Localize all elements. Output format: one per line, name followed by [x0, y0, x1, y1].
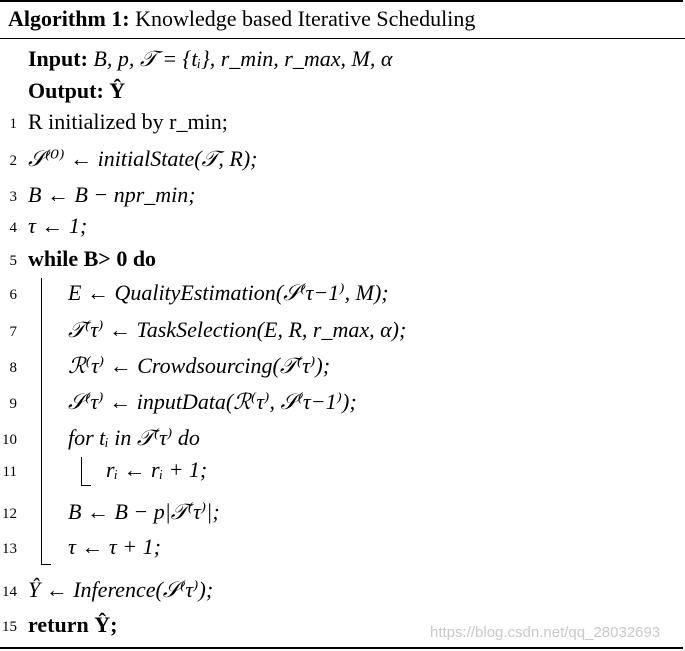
line-number: 6 [9, 287, 17, 303]
line-number: 13 [2, 541, 17, 557]
code-line-10: for tᵢ in 𝒯⁽τ⁾ do [68, 425, 200, 450]
title-rule [0, 38, 685, 39]
input-line [28, 46, 392, 72]
output-line [28, 78, 125, 104]
code-line-3: B ← B − npr_min; [28, 182, 196, 207]
code-line-4: τ ← 1; [28, 213, 88, 238]
code-line-7: 𝒯⁽τ⁾ ← TaskSelection(E, R, r_max, α); [68, 317, 407, 342]
line-number: 1 [9, 116, 17, 132]
algorithm-title [8, 6, 475, 32]
code-line-5: while B> 0 do [28, 246, 157, 271]
output-label: Output: [28, 78, 104, 103]
line-number: 10 [2, 432, 17, 448]
code-line-12: B ← B − p|𝒯⁽τ⁾|; [68, 499, 220, 524]
algorithm-name: Knowledge based Iterative Scheduling [135, 6, 476, 31]
input-label: Input: [28, 46, 88, 71]
line-number: 12 [2, 506, 17, 522]
line-number: 2 [9, 153, 17, 169]
code-line-8: ℛ⁽τ⁾ ← Crowdsourcing(𝒯⁽τ⁾); [68, 353, 331, 378]
algorithm-label: Algorithm 1: [8, 6, 130, 31]
code-line-1: R initialized by r_min; [28, 109, 228, 134]
line-number: 14 [2, 584, 17, 600]
input-params: B, p, 𝒯 = {tᵢ}, r_min, r_max, M, α [93, 46, 393, 71]
watermark: https://blog.csdn.net/qq_28032693 [430, 624, 661, 641]
line-number: 8 [9, 360, 17, 376]
line-number: 11 [2, 464, 17, 480]
code-line-6: E ← QualityEstimation(𝒮⁽τ−1⁾, M); [68, 280, 389, 305]
while-block-bar [41, 278, 42, 564]
line-number: 3 [9, 189, 17, 205]
code-line-9: 𝒮⁽τ⁾ ← inputData(ℛ⁽τ⁾, 𝒮⁽τ−1⁾); [68, 389, 357, 414]
code-line-14: Ŷ ← Inference(𝒮⁽τ⁾); [28, 577, 214, 602]
output-value: Ŷ [109, 78, 126, 103]
for-block-end [81, 485, 91, 486]
code-line-11: rᵢ ← rᵢ + 1; [106, 457, 208, 482]
line-number: 7 [9, 324, 17, 340]
code-line-15: return Ŷ; [28, 612, 118, 637]
for-block-bar [81, 457, 82, 485]
while-block-end [41, 564, 51, 565]
line-number: 15 [2, 619, 17, 635]
line-number: 9 [9, 396, 17, 412]
line-number: 5 [9, 253, 17, 269]
code-line-13: τ ← τ + 1; [68, 534, 161, 559]
code-line-2: 𝒮⁽⁰⁾ ← initialState(𝒯, R); [28, 146, 258, 171]
line-number: 4 [9, 220, 17, 236]
